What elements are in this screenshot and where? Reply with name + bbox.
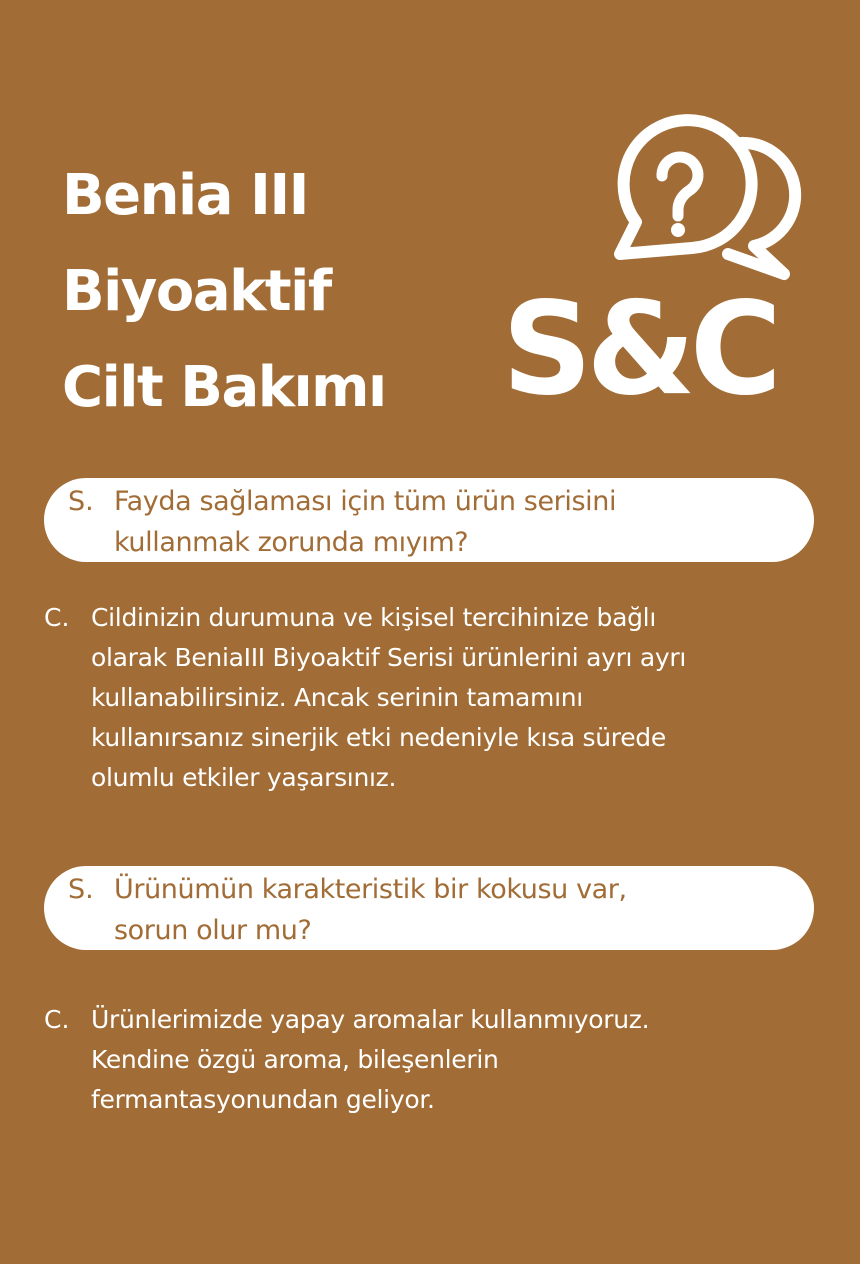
question-pill [44,478,814,562]
question-chat-bubbles-icon [604,108,804,288]
question-line: kullanmak zorunda mıyım? [114,527,469,558]
answer-marker: C. [44,1005,70,1034]
sc-logo-text: S&C [502,278,776,408]
sc-logo [500,278,780,408]
answer-line: kullanabilirsiniz. Ancak serinin tamamını [91,683,583,712]
answer-text [91,1000,851,1120]
answer-line: Kendine özgü aroma, bileşenlerin [91,1045,499,1074]
answer-line: fermantasyonundan geliyor. [91,1085,435,1114]
title-line: Biyoaktif [62,259,331,324]
question-text [114,481,804,563]
answer-line: kullanırsanız sinerjik etki nedeniyle kısa sürede [91,723,666,752]
question-line: sorun olur mu? [114,915,312,946]
question-marker: S. [68,874,94,905]
question-line: Ürünümün karakteristik bir kokusu var, [114,874,627,905]
question-text [114,869,804,951]
answer-line: Ürünlerimizde yapay aromalar kullanmıyoruz. [91,1005,650,1034]
question-marker: S. [68,486,94,517]
question-pill [44,866,814,950]
title-line: Cilt Bakımı [62,355,386,420]
answer-line: Cildinizin durumuna ve kişisel tercihinize bağlı [91,603,656,632]
page-title [62,148,386,436]
title-line: Benia III [62,163,309,228]
answer-line: olarak BeniaIII Biyoaktif Serisi ürünlerini ayrı ayrı [91,643,686,672]
question-line: Fayda sağlaması için tüm ürün serisini [114,486,617,517]
answer-line: olumlu etkiler yaşarsınız. [91,763,397,792]
answer-marker: C. [44,603,70,632]
answer-text [91,598,851,798]
